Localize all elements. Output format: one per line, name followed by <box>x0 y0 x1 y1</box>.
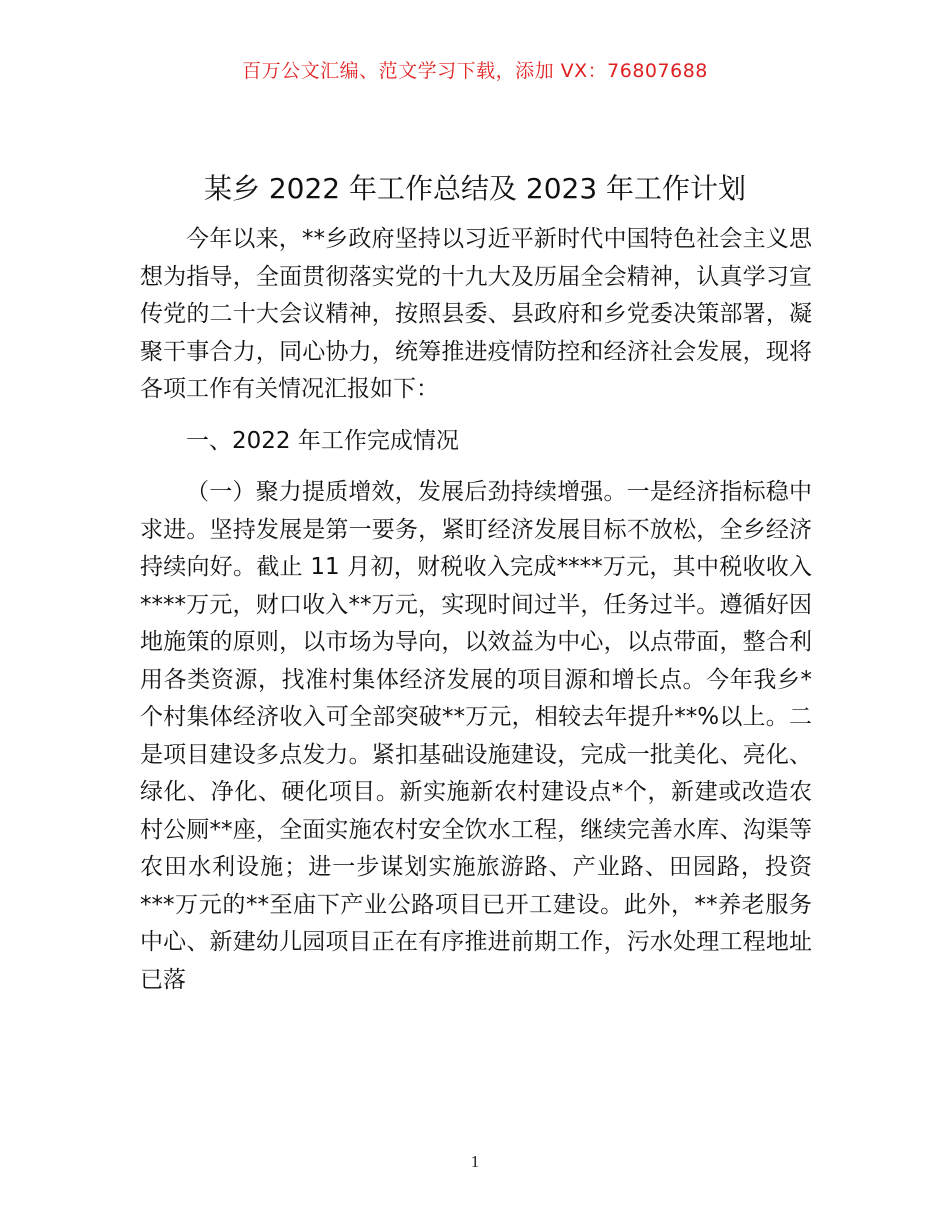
document-title: 某乡 2022 年工作总结及 2023 年工作计划 <box>203 172 747 205</box>
section-paragraph: （一）聚力提质增效，发展后劲持续增强。一是经济指标稳中求进。坚持发展是第一要务，紧盯经济发展目标不放松，全乡经济持续向好。截止 11 月初，财税收入完成****万元，其中税收收入****万元，财口收入**万元，实现时间过半，任务过半。遵循好因地施策的原则，以市场为导向，以效益为中心，以点带面，整合利用各类资源，找准村集体经济发展的项目源和增长点。今年我乡*个村集体经济收入可全部突破**万元，相较去年提升**%以上。二是项目建设多点发力。紧扣基础设施建设，完成一批美化、亮化、绿化、净化、硬化项目。新实施新农村建设点*个，新建或改造农村公厕**座，全面实施农村安全饮水工程，继续完善水库、沟渠等农田水利设施；进一步谋划实施旅游路、产业路、田园路，投资***万元的**至庙下产业公路项目已开工建设。此外，**养老服务中心、新建幼儿园项目正在有序推进前期工作，污水处理工程地址已落 <box>140 479 812 993</box>
page-number: 1 <box>470 1152 480 1171</box>
intro-paragraph: 今年以来，**乡政府坚持以习近平新时代中国特色社会主义思想为指导，全面贯彻落实党的十九大及历届全会精神，认真学习宣传党的二十大会议精神，按照县委、县政府和乡党委决策部署，凝聚干事合力，同心协力，统筹推进疫情防控和经济社会发展，现将各项工作有关情况汇报如下： <box>140 226 812 402</box>
watermark-header: 百万公文汇编、范文学习下载，添加 VX：76807688 <box>242 60 708 82</box>
document-body <box>140 221 812 999</box>
section-heading: 一、2022 年工作完成情况 <box>186 427 459 454</box>
